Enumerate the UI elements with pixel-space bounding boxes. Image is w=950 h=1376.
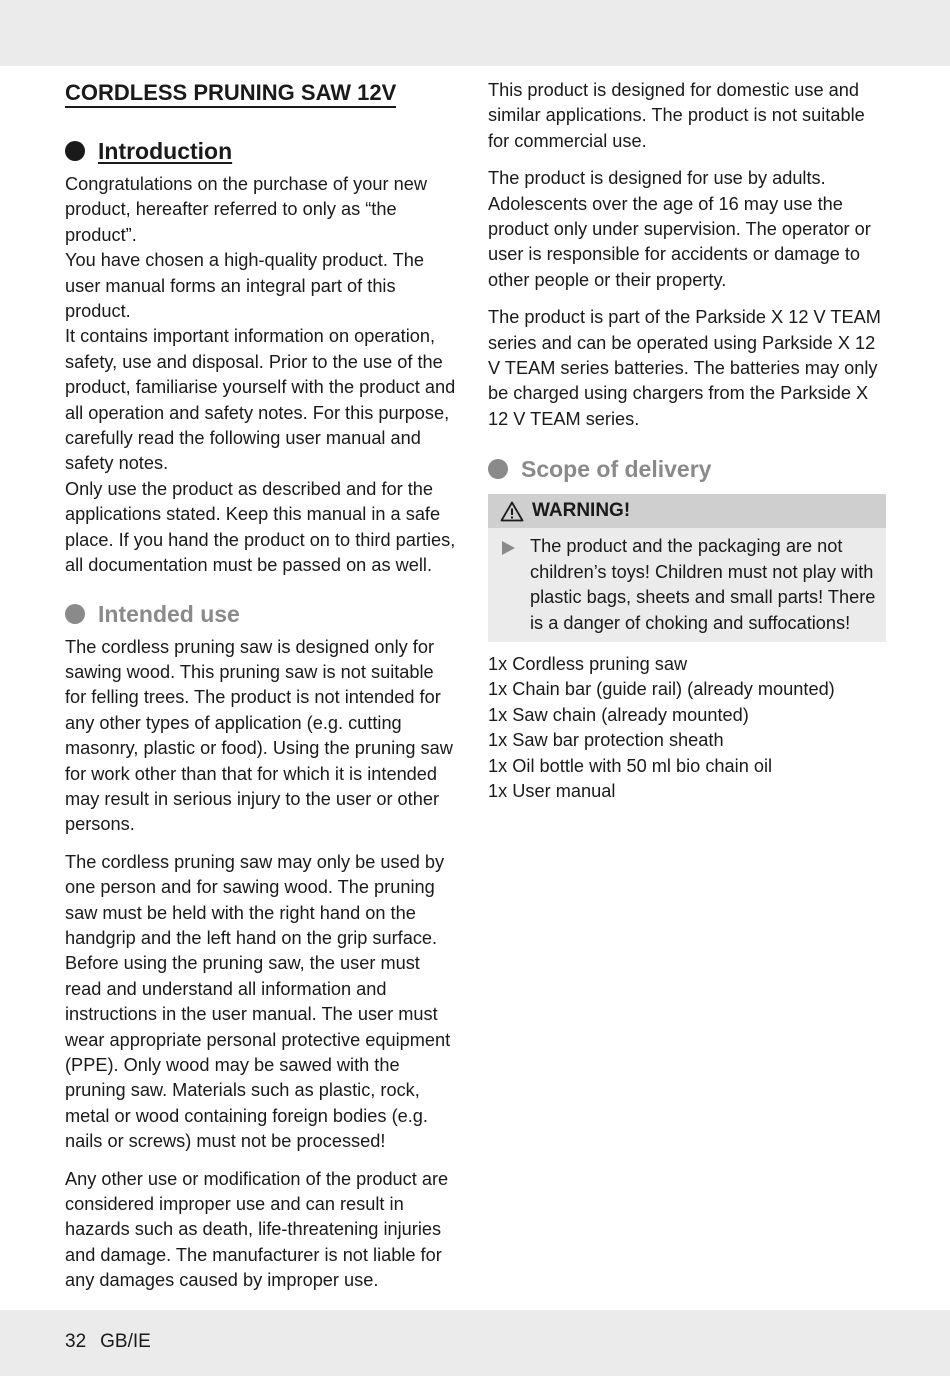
- intro-paragraph: Congratulations on the purchase of your new product, hereafter referred to only as “the product”.: [65, 174, 427, 245]
- heading-bullet-icon: [65, 604, 85, 624]
- warning-label: WARNING!: [532, 500, 631, 522]
- intended-use-paragraph: Any other use or modification of the product are considered improper use and can result in hazards such as death, life-threatening injuries and damage. The manufacturer is not liable for any damages caused by improper use.: [65, 1168, 449, 1291]
- introduction-title: Introduction: [98, 138, 233, 164]
- page-number: 32: [65, 1331, 87, 1352]
- warning-triangle-icon: [500, 501, 524, 522]
- list-item: 1x Cordless pruning saw: [488, 653, 688, 674]
- intended-use-paragraph: The cordless pruning saw is designed only for sawing wood. This pruning saw is not suitable for felling trees. The product is not intended for any other types of application (e.g. cutting masonry, plastic or food). Using the pruning saw for work other than that for which it is intended may result in serious injury to the user or other persons.: [65, 636, 453, 835]
- intended-use-title: Intended use: [98, 600, 240, 627]
- list-item: 1x User manual: [488, 780, 616, 801]
- footer: [65, 1331, 151, 1353]
- usage-paragraph: The product is designed for use by adults. Adolescents over the age of 16 may use the product only under supervision. The operator or user is responsible for accidents or damage to other people or their property.: [488, 168, 871, 290]
- list-item: 1x Oil bottle with 50 ml bio chain oil: [488, 755, 773, 776]
- list-item: 1x Saw chain (already mounted): [488, 704, 749, 725]
- intro-paragraph: Only use the product as described and for the applications stated. Keep this manual in a safe place. If you hand the product on to third parties, all documentation must be passed on as well.: [65, 478, 456, 576]
- warning-arrow-icon: [500, 534, 530, 636]
- heading-bullet-icon: [65, 141, 85, 161]
- right-column: [488, 78, 886, 804]
- heading-bullet-icon: [488, 459, 508, 479]
- usage-paragraph: This product is designed for domestic use and similar applications. The product is not suitable for commercial use.: [488, 80, 865, 151]
- left-column: [65, 78, 457, 1294]
- warning-header: [488, 494, 886, 528]
- intended-use-heading: [65, 599, 457, 629]
- warning-box: [488, 494, 886, 642]
- scope-of-delivery-title: Scope of delivery: [521, 456, 712, 483]
- introduction-heading: [65, 136, 457, 166]
- language-code: GB/IE: [100, 1331, 151, 1352]
- list-item: 1x Saw bar protection sheath: [488, 730, 724, 751]
- intro-paragraph: You have chosen a high-quality product. The user manual forms an integral part of this product.: [65, 250, 424, 322]
- warning-text: The product and the packaging are not children’s toys! Children must not play with plastic bags, sheets and small parts! There is a danger of choking and suffocations!: [530, 536, 876, 633]
- scope-of-delivery-heading: [488, 454, 886, 484]
- usage-paragraph: The product is part of the Parkside X 12 V TEAM series and can be operated using Parkside X 12 V TEAM series batteries. The batteries may only be charged using chargers from the Parkside X 12 V TEAM series.: [488, 307, 881, 429]
- top-band: [0, 0, 950, 66]
- document-title: CORDLESS PRUNING SAW 12V: [65, 80, 396, 108]
- intro-paragraph: It contains important information on operation, safety, use and disposal. Prior to the use of the product, familiarise yourself with the product and all operation and safety notes. For this purpose, carefully read the following user manual and safety notes.: [65, 326, 456, 474]
- warning-body: [488, 528, 886, 642]
- scope-list: [488, 652, 886, 804]
- list-item: 1x Chain bar (guide rail) (already mounted): [488, 679, 835, 700]
- intended-use-paragraph: The cordless pruning saw may only be used by one person and for sawing wood. The pruning saw must be held with the right hand on the handgrip and the left hand on the grip surface. Before using the pruning saw, the user must read and understand all information and instructions in the user manual. The user must wear appropriate personal protective equipment (PPE). Only wood may be sawed with the pruning saw. Materials such as plastic, rock, metal or wood containing foreign bodies (e.g. nails or screws) must not be processed!: [65, 851, 451, 1152]
